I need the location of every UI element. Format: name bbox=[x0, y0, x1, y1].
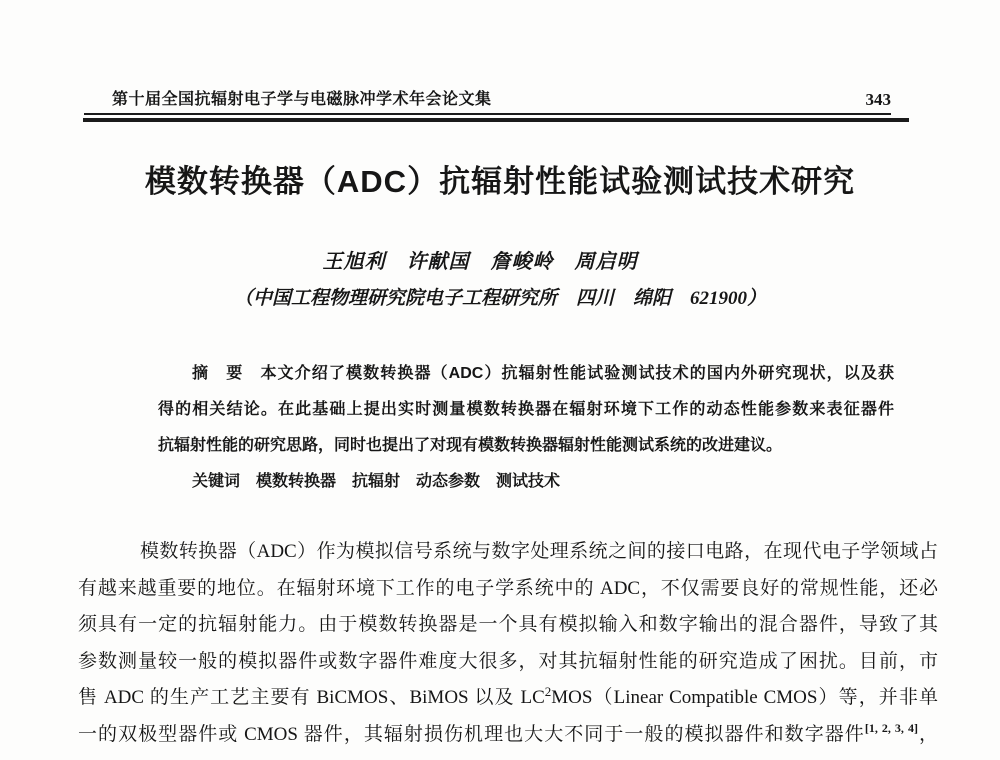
body-line-text: 售 ADC 的生产工艺主要有 BiCMOS、BiMOS 以及 LC bbox=[78, 687, 545, 708]
body-line bbox=[78, 717, 938, 754]
lc2mos-superscript: 2 bbox=[544, 684, 552, 699]
body-line-text: MOS（Linear Compatible CMOS）等，并非单 bbox=[551, 687, 938, 708]
citation-superscript: [1, 2, 3, 4] bbox=[864, 720, 918, 735]
header-page-number: 343 bbox=[865, 90, 891, 109]
page-header bbox=[84, 90, 891, 115]
authors-line: 王旭利 许献国 詹峻岭 周启明 bbox=[322, 251, 638, 273]
abstract-line: 摘 要 本文介绍了模数转换器（ADC）抗辐射性能试验测试技术的国内外研究现状，以及获 bbox=[192, 365, 894, 382]
abstract-block bbox=[158, 356, 894, 500]
body-line-text: 一的双极型器件或 CMOS 器件，其辐射损伤机理也大大不同于一般的模拟器件和数字器件 bbox=[78, 723, 865, 745]
abstract-line: 得的相关结论。在此基础上提出实时测量模数转换器在辐射环境下工作的动态性能参数来表征器件 bbox=[158, 401, 894, 418]
header-proceedings-title: 第十届全国抗辐射电子学与电磁脉冲学术年会论文集 bbox=[112, 91, 492, 108]
abstract-line: 抗辐射性能的研究思路，同时也提出了对现有模数转换器辐射性能测试系统的改进建议。 bbox=[158, 437, 783, 454]
body-line: 参数测量较一般的模拟器件或数字器件难度大很多，对其抗辐射性能的研究造成了困扰。目前，市 bbox=[78, 650, 938, 672]
body-line-text: ， bbox=[917, 723, 938, 745]
affiliation-line: （中国工程物理研究院电子工程研究所 四川 绵阳 621900） bbox=[233, 288, 766, 309]
body-line: 模数转换器（ADC）作为模拟信号系统与数字处理系统之间的接口电路，在现代电子学领域占 bbox=[140, 541, 938, 562]
body-line: 须具有一定的抗辐射能力。由于模数转换器是一个具有模拟输入和数字输出的混合器件，导致了其 bbox=[78, 614, 938, 635]
paper-title: 模数转换器（ADC）抗辐射性能试验测试技术研究 bbox=[144, 164, 856, 199]
body-line: 有越来越重要的地位。在辐射环境下工作的电子学系统中的 ADC，不仅需要良好的常规性能，还必 bbox=[78, 577, 938, 599]
body-line bbox=[78, 680, 938, 717]
body-text bbox=[78, 534, 938, 753]
header-thick-rule bbox=[83, 118, 909, 122]
keywords-line: 关键词 模数转换器 抗辐射 动态参数 测试技术 bbox=[192, 473, 561, 490]
